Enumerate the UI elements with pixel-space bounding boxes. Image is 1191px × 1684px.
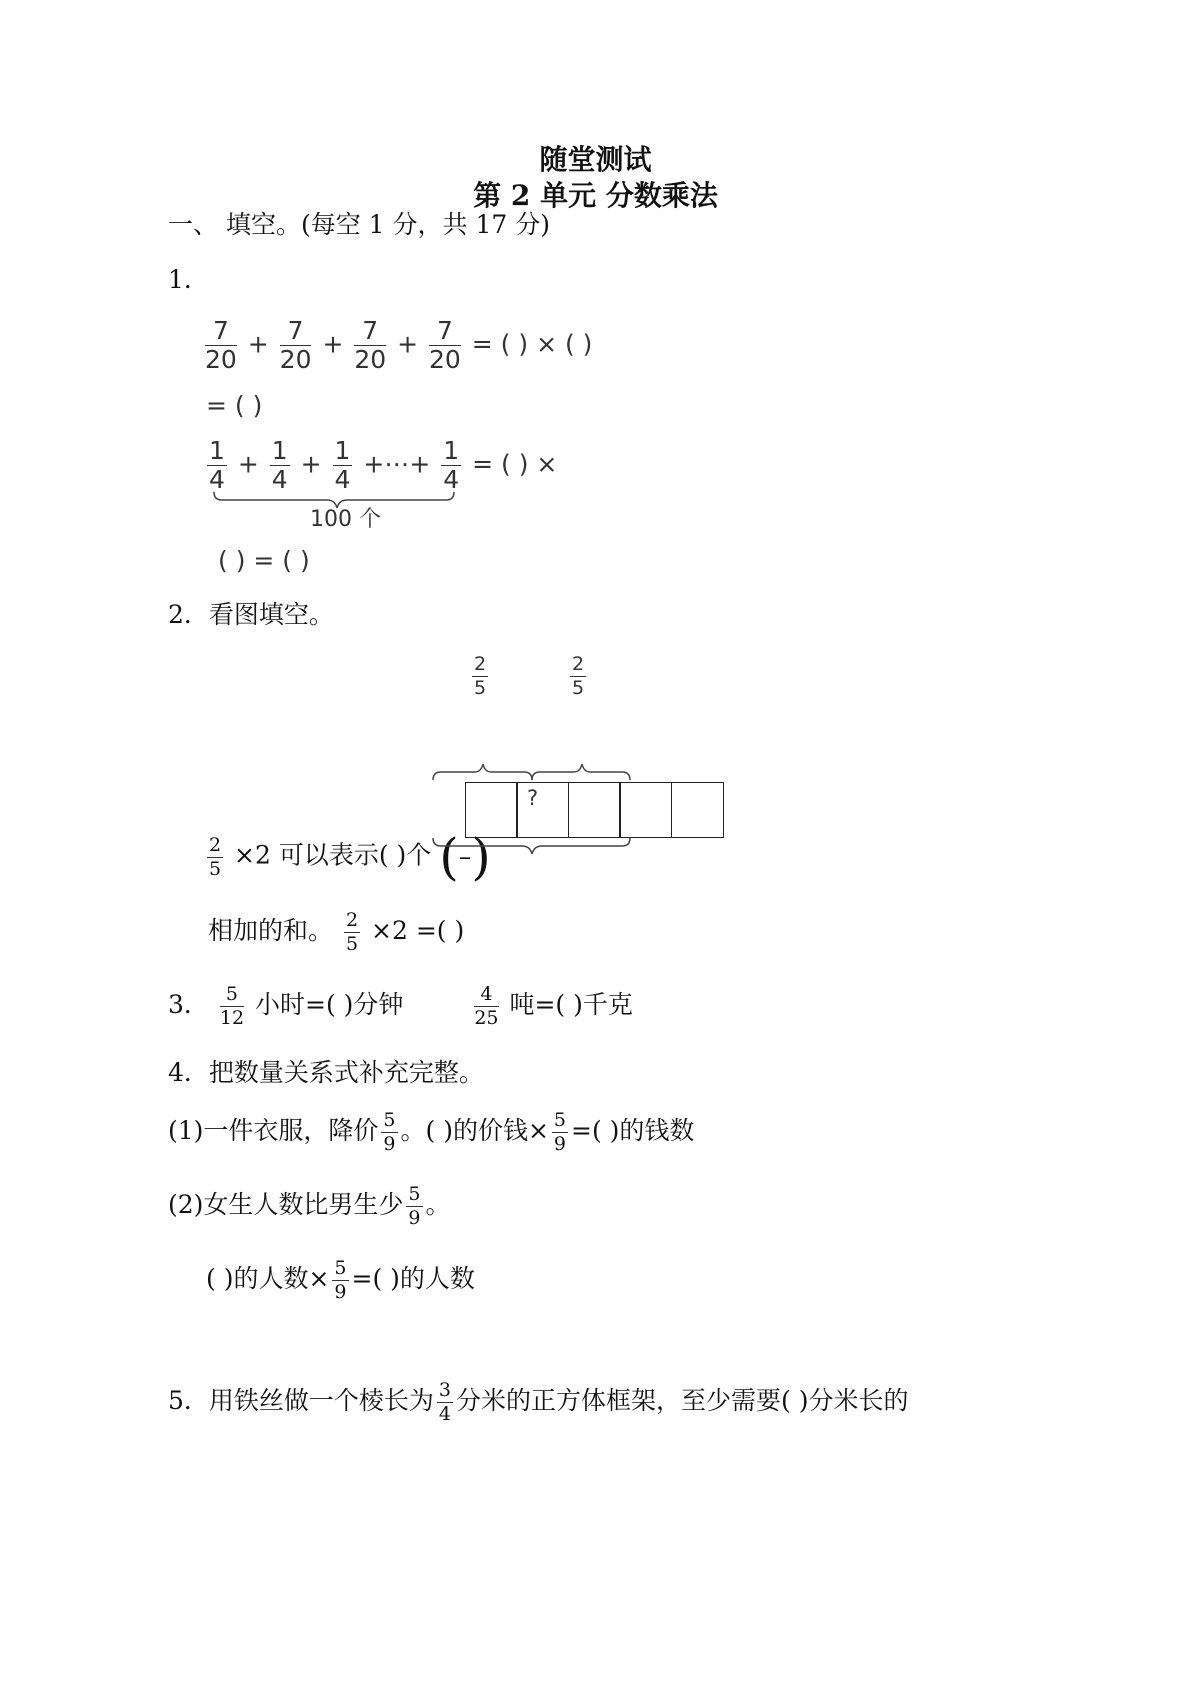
fraction: $\frac{4}{25}$ [474,983,499,1029]
fraction: $\frac{1}{4}$ [209,436,225,494]
fraction-bar-diagram [466,782,724,838]
q4-part2: (2)女生人数比男生少 $\frac{5}{9}$ 。 [168,1183,451,1229]
brace-label: 100 个 [310,507,381,532]
q1-line2: = ( ) [206,391,263,420]
fraction: $\frac{3}{4}$ [438,1379,452,1425]
diagram-cell [568,782,621,838]
fraction: $\frac{1}{4}$ [443,436,460,494]
page-subtitle: 第 2 单元 分数乘法 [473,179,718,212]
q2-line2: 相加的和。 $\frac{2}{5}$ ×2 =( ) [208,909,465,955]
fraction: $\frac{5}{9}$ [553,1109,567,1155]
q1-line4: ( ) = ( ) [218,546,310,575]
q1-line3: $\frac{1}{4}$ + $\frac{1}{4}$ + $\frac{1}{4}$ +⋯+ $\frac{1}{4}$ = ( ) × [209,436,558,494]
q4-label: 4．把数量关系式补充完整。 [168,1058,484,1087]
section-heading: 一、 填空。(每空 1 分，共 17 分) [168,210,550,239]
fraction: $\frac{7}{20}$ [429,316,461,374]
fraction: $\frac{2}{5}$ [209,833,222,880]
fraction: $\frac{7}{20}$ [279,316,312,374]
paren-blank: – [458,842,472,871]
top-brace-left [433,764,532,780]
fraction: $\frac{7}{20}$ [205,316,237,374]
q4-part1: (1)一件衣服，降价 $\frac{5}{9}$ 。( )的价钱× $\frac{5}{9}$ =( )的钱数 [168,1109,695,1155]
fraction: $\frac{2}{5}$ [345,909,359,955]
fraction: $\frac{5}{9}$ [408,1183,421,1229]
q2-expression: $\frac{2}{5}$ ×2 可以表示( )个 (–) [209,828,491,886]
fraction: $\frac{5}{9}$ [383,1109,396,1155]
fraction: $\frac{5}{9}$ [334,1257,347,1303]
q1-label: 1． [168,265,209,294]
fraction: $\frac{5}{12}$ [219,983,245,1029]
diagram-cell [516,782,569,838]
q4-part3: ( )的人数× $\frac{5}{9}$ =( )的人数 [206,1257,475,1303]
q1-line3-answer: = ( ) × [472,449,558,479]
top-brace-right [532,764,630,780]
fraction: $\frac{7}{20}$ [354,316,387,374]
page-title: 随堂测试 [539,143,652,176]
diagram-question-mark: ? [527,786,539,810]
diagram-fraction-left: $\frac{2}{5}$ [474,653,487,699]
fraction: $\frac{1}{4}$ [271,436,288,494]
diagram-fraction-right: $\frac{2}{5}$ [572,653,585,699]
q2-label: 2．看图填空。 [168,600,334,629]
diagram-cell [671,782,724,838]
fraction: $\frac{1}{4}$ [334,436,351,494]
q1-line1: $\frac{7}{20}$ + $\frac{7}{20}$ + $\frac{7}{20}$ + $\frac{7}{20}$ = ( ) × ( ) [205,316,593,374]
q1-line1-answer: = ( ) × ( ) [471,329,593,359]
diagram-cell [619,782,672,838]
q5: 5．用铁丝做一个棱长为 $\frac{3}{4}$ 分米的正方体框架，至少需要( )分米长的 [168,1379,909,1425]
q3: 3． $\frac{5}{12}$ 小时=( )分钟 $\frac{4}{25}$ 吨=( )千克 [168,983,633,1029]
